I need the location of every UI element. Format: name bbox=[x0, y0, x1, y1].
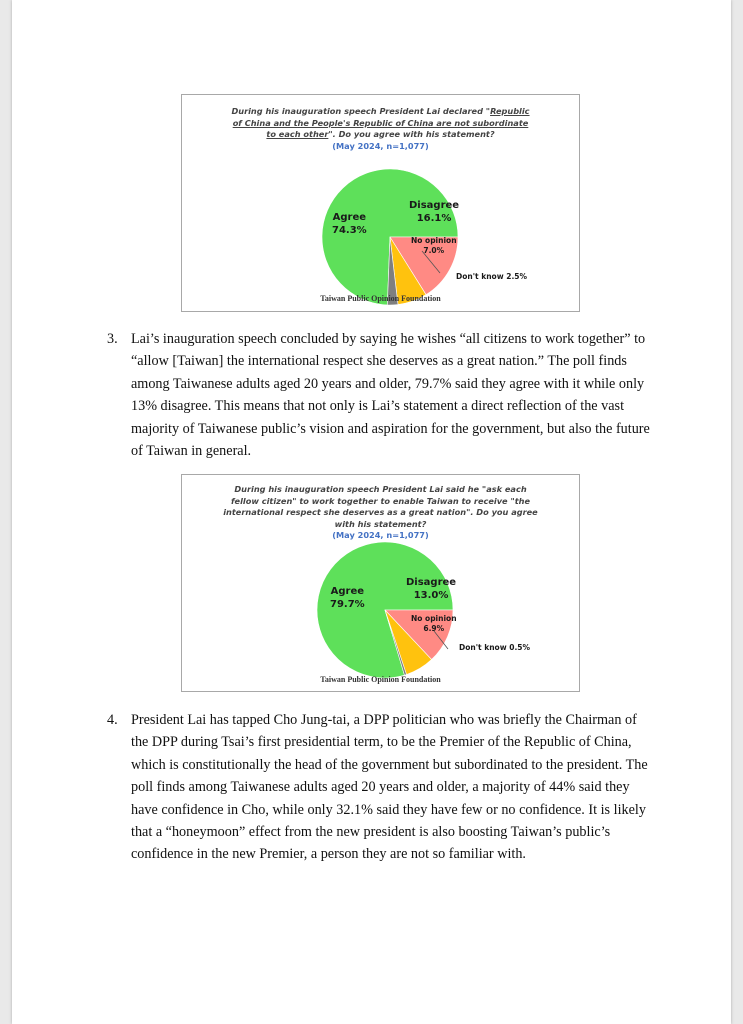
chart-1-disagree-text: Disagree bbox=[409, 200, 460, 211]
chart-2-dontknow-text: Don't know 0.5% bbox=[459, 643, 531, 652]
paragraph-3-number: 3. bbox=[107, 331, 118, 347]
figure-chart-1 bbox=[181, 94, 580, 312]
chart-1-noopinion-value: 7.0% bbox=[423, 246, 445, 255]
chart-2-dontknow-label bbox=[459, 643, 530, 653]
paragraph-3-text: Lai’s inauguration speech concluded by saying he wishes “all citizens to work together” to “allow [Taiwan] the international respect she deserves as a great nation.” The poll finds among Taiwanese adults aged 20 years and older, 79.7% said they agree with it while only 13% disagree. This means that not only is Lai’s statement a direct reflection of the vast majority of Taiwanese public’s vision and aspiration for the government, but also the future of Taiwan in general. bbox=[131, 331, 650, 460]
chart-1-agree-text: Agree bbox=[332, 212, 367, 223]
chart-1-title-text: During his inauguration speech President Lai declared " bbox=[231, 106, 491, 116]
chart-2-noopinion-value: 6.9% bbox=[423, 624, 445, 633]
document-page bbox=[12, 0, 731, 1024]
chart-1-agree-value: 74.3% bbox=[332, 225, 367, 236]
chart-2-disagree-value: 13.0% bbox=[413, 590, 449, 601]
chart-1-title-underlined: Republic of China and the People's Republic of China are not subordinate to each other bbox=[232, 106, 530, 139]
chart-1-source: Taiwan Public Opinion Foundation bbox=[320, 294, 441, 303]
paragraph-4-number: 4. bbox=[107, 712, 118, 728]
chart-1-noopinion-text: No opinion bbox=[411, 236, 457, 245]
chart-2-title-text: During his inauguration speech President Lai said he "ask each fellow citizen" to work together to enable Taiwan to receive "the international respect she deserves as a great nation". Do you agree with his statement? bbox=[223, 484, 538, 529]
paragraph-4 bbox=[107, 709, 651, 866]
chart-2-dontknow-leader-line bbox=[182, 475, 579, 691]
chart-1-title-end: ". Do you agree with his statement? bbox=[328, 129, 495, 139]
figure-chart-2 bbox=[181, 474, 580, 692]
chart-1-dontknow-text: Don't know 2.5% bbox=[456, 272, 528, 281]
chart-1-disagree-value: 16.1% bbox=[416, 213, 452, 224]
chart-2-noopinion-text: No opinion bbox=[411, 614, 457, 623]
chart-2-agree-value: 79.7% bbox=[330, 599, 365, 610]
paragraph-3 bbox=[107, 328, 651, 462]
chart-2-disagree-text: Disagree bbox=[406, 577, 457, 588]
chart-2-subtitle: (May 2024, n=1,077) bbox=[332, 530, 429, 540]
chart-1-dontknow-label bbox=[456, 272, 527, 282]
chart-2-source: Taiwan Public Opinion Foundation bbox=[320, 675, 441, 684]
chart-2-agree-text: Agree bbox=[330, 586, 365, 597]
paragraph-4-text: President Lai has tapped Cho Jung-tai, a DPP politician who was briefly the Chairman of the DPP during Tsai’s first presidential term, to be the Premier of the Republic of China, which is constitutionally the head of the government but subordinated to the president. The poll finds among Taiwanese adults aged 20 years and older, a majority of 44% said they have confidence in Cho, while only 32.1% said they have few or no confidence. It is likely that a “honeymoon” effect from the new president is also boosting Taiwan’s public’s confidence in the new Premier, a person they are not so familiar with. bbox=[131, 712, 648, 863]
chart-1-subtitle: (May 2024, n=1,077) bbox=[332, 140, 429, 151]
